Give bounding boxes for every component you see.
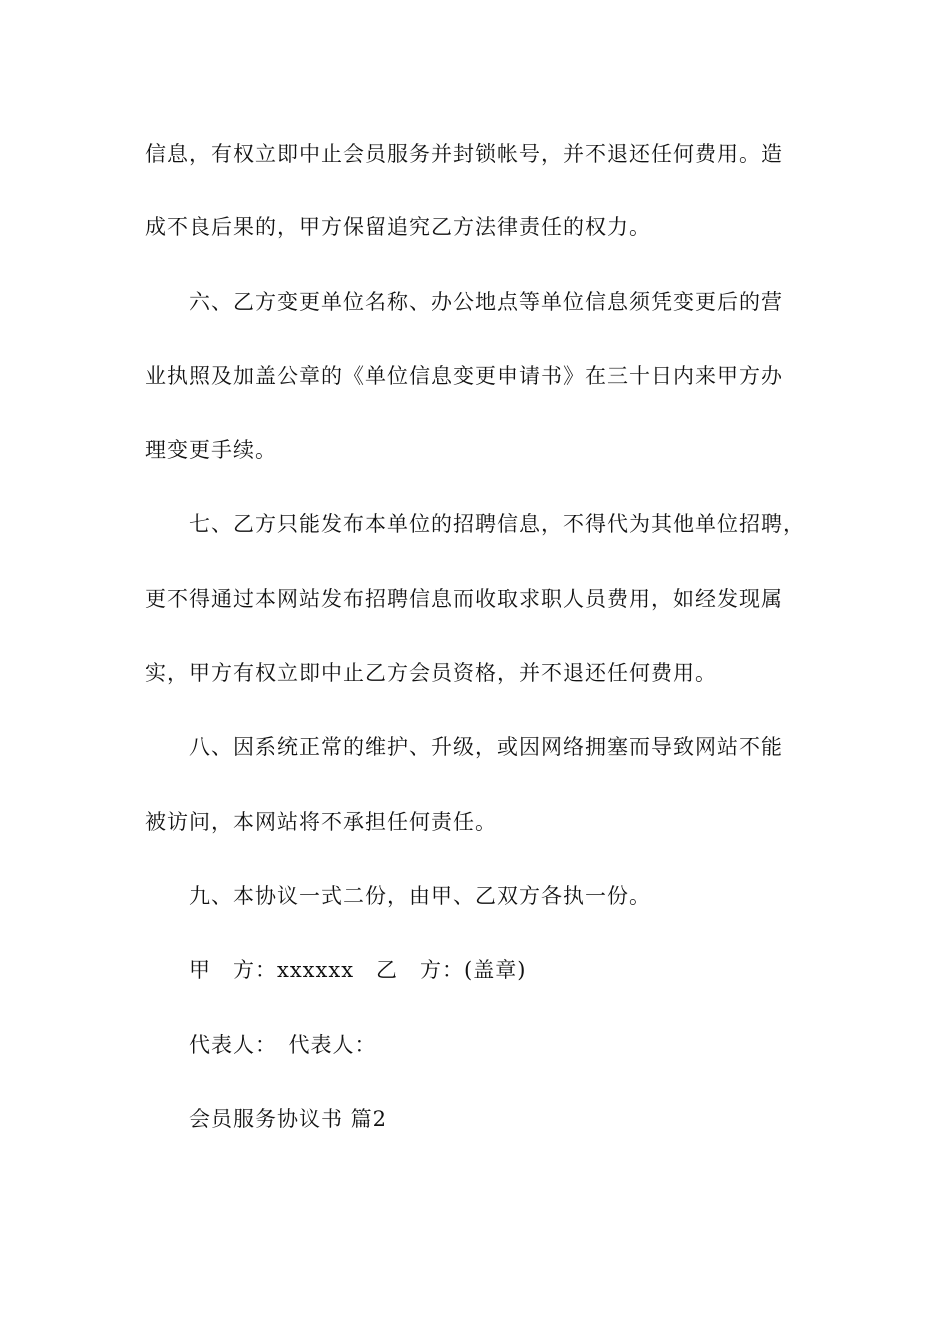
paragraph-8-start: 八、因系统正常的维护、升级，或因网络拥塞而导致网站不能 <box>189 735 783 759</box>
text-line: 业执照及加盖公章的《单位信息变更申请书》在三十日内来甲方办 <box>145 364 783 388</box>
text-line: 实，甲方有权立即中止乙方会员资格，并不退还任何费用。 <box>145 661 717 685</box>
section-heading: 会员服务协议书 篇2 <box>189 1107 388 1131</box>
paragraph-9: 九、本协议一式二份，由甲、乙双方各执一份。 <box>189 884 651 908</box>
text-line: 成不良后果的，甲方保留追究乙方法律责任的权力。 <box>145 215 651 239</box>
text-line: 更不得通过本网站发布招聘信息而收取求职人员费用，如经发现属 <box>145 587 783 611</box>
text-line: 信息，有权立即中止会员服务并封锁帐号，并不退还任何费用。造 <box>145 142 783 166</box>
signature-parties-line: 甲 方：xxxxxx 乙 方：(盖章) <box>189 958 527 982</box>
paragraph-6-start: 六、乙方变更单位名称、办公地点等单位信息须凭变更后的营 <box>189 290 783 314</box>
text-line: 理变更手续。 <box>145 438 277 462</box>
text-line: 被访问，本网站将不承担任何责任。 <box>145 810 497 834</box>
representatives-line: 代表人： 代表人： <box>189 1033 377 1057</box>
paragraph-7-start: 七、乙方只能发布本单位的招聘信息，不得代为其他单位招聘， <box>189 512 805 536</box>
